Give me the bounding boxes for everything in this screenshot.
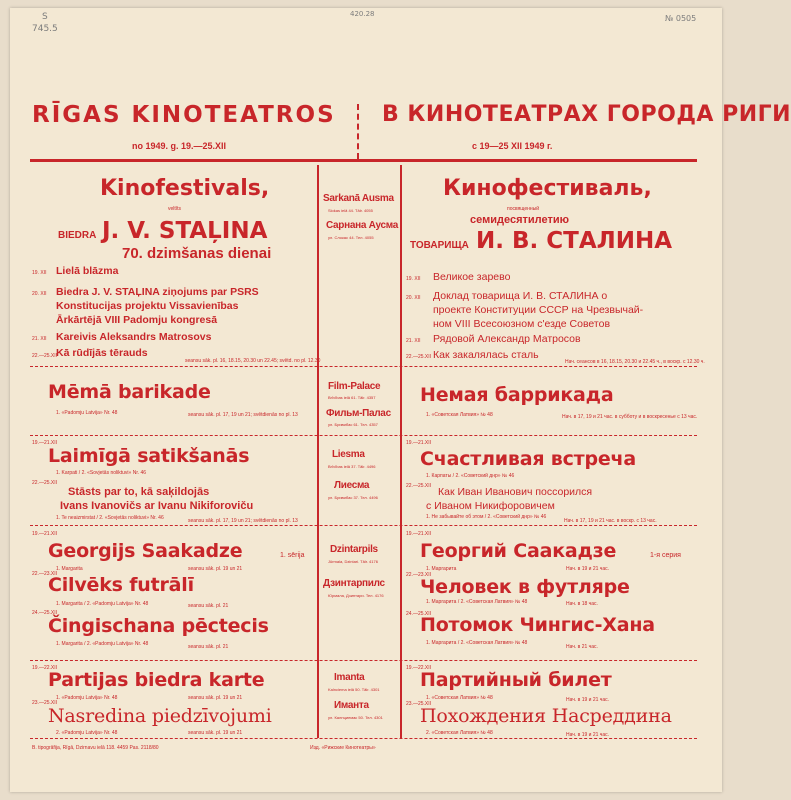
festival-veltits: veltīts: [168, 206, 182, 212]
film-title: Похождения Насреддина: [420, 705, 672, 727]
film-title: Партийный билет: [420, 669, 612, 691]
film-title: Ivans Ivanovičs ar Ivanu Nikiforoviču: [60, 500, 254, 512]
film-date: 22.—23.XII: [32, 571, 58, 577]
festival-title-lv: Kinofestivals,: [100, 176, 270, 201]
section-divider: [30, 435, 697, 436]
festival-biedra: BIEDRA: [58, 230, 97, 241]
film-title: Великое зарево: [433, 271, 511, 283]
festival-title-ru: Кинофестиваль,: [443, 176, 652, 201]
cinema-name-lv: Dzintarpils: [330, 544, 378, 555]
film-title: Ārkārtējā VIII Padomju kongresā: [56, 314, 218, 326]
column-divider-left: [317, 165, 319, 738]
film-date: 22.—23.XII: [406, 572, 432, 578]
header-dates-lv: no 1949. g. 19.—25.XII: [132, 141, 227, 151]
footer-printer: B. tipogrāfija, Rīgā, Dzirnavu ielā 118. 4459 Pas. 2118/80: [32, 745, 159, 751]
film-sessions: seansu sāk. pl. 17, 19 un 21; svētdienās no pl. 13: [188, 518, 298, 524]
film-title: Partijas biedra karte: [48, 669, 265, 691]
film-title: Lielā blāzma: [56, 265, 119, 277]
film-studio: 1. Не забывайте об этом / 2. «Советский днр» № 46: [426, 514, 547, 520]
film-studio: 1. Маргарита / 2. «Советская Латвия» № 48: [426, 640, 528, 646]
cinema-address: ул. Бривибас 37. Тел. 4496: [328, 495, 378, 500]
film-date: 19.—21.XII: [32, 440, 58, 446]
film-studio: 1. Karpati / 2. «Sovjetās noliktuvi» Nr. 46: [56, 470, 147, 476]
film-title: ном VIII Всесоюзном с'езде Советов: [433, 318, 611, 330]
film-date: 22.—25.XII: [406, 354, 432, 360]
pencil-mark: 420.28: [350, 10, 375, 18]
film-title: Laimīgā satikšanās: [48, 445, 250, 467]
film-date: 19.—21.XII: [32, 531, 58, 537]
sessions-lv: seansu sāk. pl. 16, 18.15, 20.30 un 22.45; svētd. no pl. 12.30: [185, 358, 321, 364]
film-studio: 1. Margarita: [56, 566, 83, 572]
film-sessions: seansu sāk. pl. 19 un 21: [188, 695, 243, 701]
film-studio: 1. «Padomju Latvija» Nr. 48: [56, 410, 118, 416]
film-title: Как закалялась сталь: [433, 349, 539, 361]
section-divider: [30, 525, 697, 526]
footer-publisher: Изд. «Рижские Кинотеатры»: [310, 745, 376, 751]
film-sessions: Нач. в 17, 19 и 21 час. в субботу и в воскресенье с 13 час.: [562, 414, 698, 420]
film-sessions: seansu sāk. pl. 19 un 21: [188, 566, 243, 572]
film-sessions: Нач. в 19 и 21 час.: [566, 697, 610, 703]
film-date: 21. XII: [32, 336, 47, 342]
film-date: 19. XII: [406, 276, 421, 282]
film-date: 22.—25.XII: [406, 483, 432, 489]
cinema-address: Brīvības ielā 37. Tālr. 4496: [328, 464, 376, 469]
film-date: 22.—25.XII: [32, 353, 58, 359]
film-title: Georgijs Saakadze: [48, 540, 243, 562]
header-dates-ru: с 19—25 XII 1949 г.: [472, 141, 553, 151]
film-studio: 2. «Советская Латвия» № 48: [426, 730, 493, 736]
film-title: Konstitucijas projektu Vissavienības: [56, 300, 239, 312]
film-title: Mēmā barikade: [48, 381, 211, 403]
film-sessions: seansu sāk. pl. 21: [188, 603, 229, 609]
film-title: Человек в футляре: [420, 576, 630, 598]
poster-sheet: [10, 8, 791, 792]
film-title: Георгий Саакадзе: [420, 540, 617, 562]
festival-posv: посвященный: [507, 206, 540, 212]
cinema-name-ru: Лиесма: [334, 480, 370, 491]
film-sessions: Нач. в 19 и 21 час.: [566, 732, 610, 738]
film-title: Немая баррикада: [420, 384, 614, 406]
film-studio: 1. Te neaizmirstat / 2. «Sovjetās noliktuvi» Nr. 46: [56, 515, 164, 521]
festival-line2-ru: семидесятилетию: [470, 214, 569, 226]
column-divider-right: [400, 165, 402, 738]
film-title: Cilvēks futrālī: [48, 574, 194, 596]
film-date: 20. XII: [32, 291, 47, 297]
header-divider: [357, 104, 359, 159]
film-studio: 1. «Padomju Latvija» Nr. 48: [56, 695, 118, 701]
film-title: Nasredina piedzīvojumi: [48, 705, 272, 727]
cinema-address: ул. Бривибас 61. Тел. 4357: [328, 422, 378, 427]
cinema-name-lv: Film-Palace: [328, 381, 381, 392]
film-sessions: Нач. в 21 час.: [566, 644, 598, 650]
festival-name-ru: И. В. СТАЛИНА: [476, 228, 673, 254]
film-studio: 1. «Советская Латвия» № 48: [426, 695, 493, 701]
film-series: 1. sērija: [280, 552, 305, 559]
festival-tov: ТОВАРИЩА: [410, 240, 469, 251]
header-title-lv: RĪGAS KINOTEATROS: [32, 102, 336, 128]
film-title: Kareivis Aleksandrs Matrosovs: [56, 331, 212, 343]
festival-line2-lv: 70. dzimšanas dienai: [122, 245, 272, 262]
film-studio: 1. Маргарита: [426, 566, 457, 572]
pencil-mark: S: [42, 12, 48, 22]
film-title: Stāsts par to, kā saķildojās: [68, 486, 210, 498]
film-title: Čingischana pēctecis: [48, 615, 269, 637]
film-title: Рядовой Александр Матросов: [433, 333, 581, 345]
film-date: 23.—25.XII: [406, 701, 432, 707]
cinema-address: Юрмала, Дзинтари. Тел. 4176: [328, 593, 384, 598]
film-date: 19. XII: [32, 270, 47, 276]
cinema-name-lv: Liesma: [332, 449, 365, 460]
cinema-address: ул. Калнциемас 50. Тел. 4301: [328, 715, 383, 720]
film-date: 20. XII: [406, 295, 421, 301]
film-sessions: seansu sāk. pl. 17, 19 un 21; svētdienās no pl. 13: [188, 412, 298, 418]
film-studio: 1. Карпаты / 2. «Советский днр» № 46: [426, 473, 515, 479]
cinema-address: Jūrmala, Dzintari. Tālr. 4176: [328, 559, 378, 564]
cinema-address: ул. Слокас 44. Тел. 4055: [328, 235, 374, 240]
film-date: 19.—22.XII: [406, 665, 432, 671]
film-sessions: Нач. в 19 и 21 час.: [566, 566, 610, 572]
film-title: проекте Конституции СССР на Чрезвычай-: [433, 304, 644, 316]
film-sessions: Нач. в 18 час.: [566, 601, 598, 607]
film-sessions: seansu sāk. pl. 19 un 21: [188, 730, 243, 736]
cinema-address: Slokas ielā 44. Tālr. 4055: [328, 208, 373, 213]
film-title: Kā rūdījās tērauds: [56, 347, 148, 359]
film-date: 22.—25.XII: [32, 480, 58, 486]
cinema-name-ru: Сарнана Аусма: [326, 220, 399, 231]
film-date: 24.—25.XII: [406, 611, 432, 617]
film-date: 24.—25.XII: [32, 610, 58, 616]
cinema-name-ru: Иманта: [334, 700, 369, 711]
film-studio: 1. Margarita / 2. «Padomju Latvija» Nr. 48: [56, 601, 149, 607]
sessions-ru: Нач. сеансов в 16, 18.15, 20.30 и 22.45 ч., в воскр. с 12.30 ч.: [565, 359, 705, 365]
film-sessions: seansu sāk. pl. 21: [188, 644, 229, 650]
film-date: 19.—21.XII: [406, 531, 432, 537]
cinema-name-lv: Imanta: [334, 672, 365, 683]
film-date: 19.—21.XII: [406, 440, 432, 446]
film-studio: 1. Маргарита / 2. «Советская Латвия» № 48: [426, 599, 528, 605]
film-title: с Иваном Никифоровичем: [426, 500, 555, 512]
film-title: Как Иван Иванович поссорился: [438, 486, 593, 498]
cinema-address: Kalnciema ielā 50. Tālr. 4301: [328, 687, 380, 692]
section-divider: [30, 660, 697, 661]
header-title-ru: В КИНОТЕАТРАХ ГОРОДА РИГИ: [382, 102, 791, 127]
film-studio: 1. Margarita / 2. «Padomju Latvija» Nr. 48: [56, 641, 149, 647]
pencil-mark: 745.5: [32, 24, 58, 34]
film-studio: 1. «Советская Латвия» № 48: [426, 412, 493, 418]
section-divider: [30, 366, 697, 367]
film-date: 19.—22.XII: [32, 665, 58, 671]
festival-name-lv: J. V. STAĻINA: [102, 218, 268, 244]
film-title: Потомок Чингис-Хана: [420, 614, 655, 636]
cinema-address: Brīvības ielā 61. Tālr. 4357: [328, 395, 376, 400]
section-divider: [30, 738, 697, 739]
cinema-name-ru: Дзинтарпилс: [323, 578, 385, 589]
film-date: 21. XII: [406, 338, 421, 344]
film-title: Доклад товарища И. В. СТАЛИНА о: [433, 290, 608, 302]
archive-stamp: № 0505: [665, 14, 697, 23]
cinema-name-lv: Sarkanā Ausma: [323, 193, 394, 204]
film-title: Счастливая встреча: [420, 448, 637, 470]
film-series: 1-я серия: [650, 552, 681, 559]
film-title: Biedra J. V. STAĻINA ziņojums par PSRS: [56, 286, 259, 298]
film-date: 23.—25.XII: [32, 700, 58, 706]
header-rule: [30, 159, 697, 162]
film-studio: 2. «Padomju Latvija» Nr. 48: [56, 730, 118, 736]
film-sessions: Нач. в 17, 19 и 21 час. в воскр. с 13 час.: [564, 518, 657, 524]
cinema-name-ru: Фильм-Палас: [326, 408, 391, 419]
